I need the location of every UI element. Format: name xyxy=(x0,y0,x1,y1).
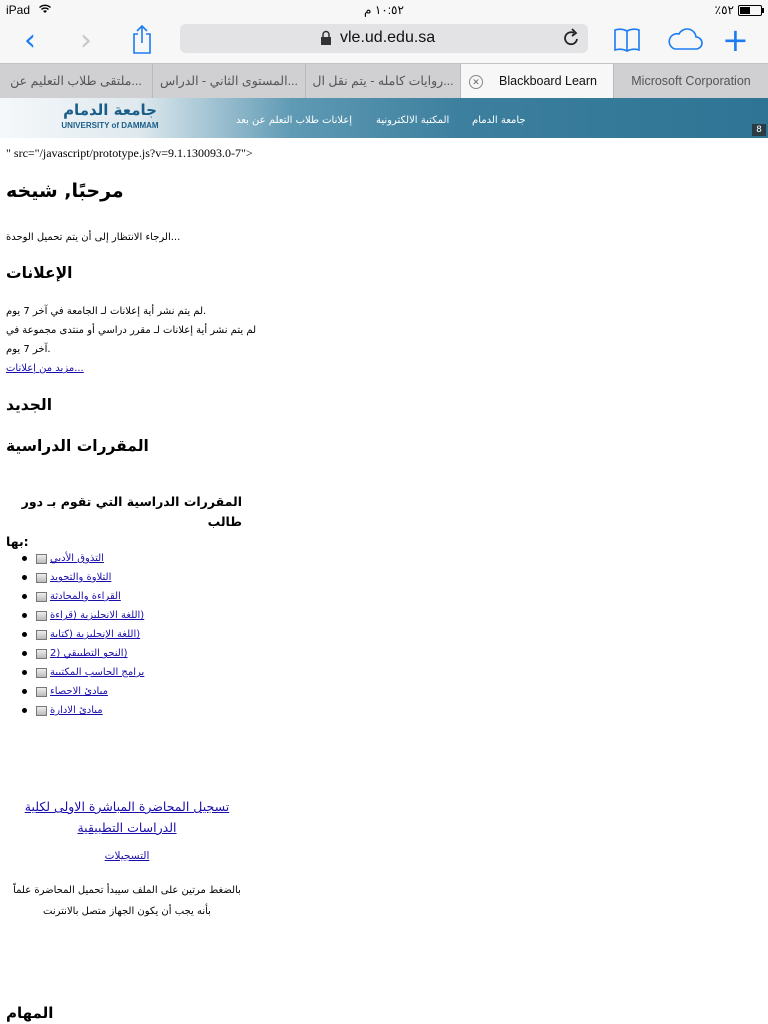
tab-label: روايات كامله - يتم نقل ال... xyxy=(312,74,454,88)
list-item xyxy=(22,682,144,701)
icloud-tabs-icon[interactable] xyxy=(666,23,704,59)
list-item xyxy=(22,606,144,625)
university-banner xyxy=(0,98,768,138)
live-lecture-link-line1: تسجيل المحاضرة المباشرة الاولى لكلية xyxy=(24,799,230,814)
list-item xyxy=(22,625,144,644)
new-heading: الجديد xyxy=(6,396,53,414)
close-tab-icon[interactable]: ✕ xyxy=(469,75,483,89)
course-icon xyxy=(36,592,47,602)
list-item xyxy=(22,587,144,606)
more-announcements-link[interactable]: ...مزيد من إعلانات xyxy=(6,363,84,374)
course-icon xyxy=(36,554,47,564)
status-time: ١٠:٥٢ م xyxy=(364,3,404,17)
tab-blackboard[interactable] xyxy=(461,64,614,99)
download-note-line1: بالضغط مرتين على الملف سيبدأ تحميل المحاضرة علماً xyxy=(13,885,241,896)
tab-forum[interactable] xyxy=(0,64,153,98)
back-chevron-icon[interactable]: ‹ xyxy=(24,23,36,58)
nav-link-university[interactable]: جامعة الدمام xyxy=(472,115,526,126)
student-courses-heading-line1: المقررات الدراسية التي تقوم بـ دور طالب xyxy=(21,494,242,529)
device-name: iPad xyxy=(6,3,31,17)
plus-icon[interactable]: + xyxy=(722,21,749,59)
course-link[interactable]: مبادئ الادارة xyxy=(50,705,103,716)
list-item xyxy=(22,549,144,568)
reload-icon[interactable] xyxy=(562,28,580,48)
course-link[interactable]: مبادئ الاحصاء xyxy=(50,686,108,697)
list-item xyxy=(22,568,144,587)
page-content xyxy=(0,140,768,1024)
lock-icon xyxy=(320,30,334,46)
course-icon xyxy=(36,706,47,716)
announcements-heading: الإعلانات xyxy=(6,264,73,282)
bullet xyxy=(22,651,27,656)
battery-icon xyxy=(738,5,762,16)
courses-heading: المقررات الدراسية xyxy=(6,437,149,455)
live-lecture-link[interactable] xyxy=(10,796,244,838)
bullet xyxy=(22,594,27,599)
tasks-heading: المهام xyxy=(6,1004,54,1022)
nav-link-announcements[interactable]: إعلانات طلاب التعلم عن بعد xyxy=(236,115,353,126)
course-icon xyxy=(36,573,47,583)
status-bar xyxy=(0,0,768,20)
course-icon xyxy=(36,611,47,621)
blackboard-icon[interactable]: 8 xyxy=(752,124,766,136)
download-note xyxy=(10,880,244,922)
tab-novels[interactable] xyxy=(306,64,461,98)
announcement-course-line1: لم يتم نشر أية إعلانات لـ مقرر دراسي أو منتدى مجموعة في xyxy=(6,325,257,336)
tab-label: Blackboard Learn xyxy=(499,74,597,88)
course-icon xyxy=(36,687,47,697)
course-list xyxy=(22,549,144,720)
address-bar[interactable] xyxy=(180,24,588,53)
course-link[interactable]: التلاوة والتجويد xyxy=(50,572,112,583)
tab-label: Microsoft Corporation xyxy=(631,74,751,88)
course-link[interactable]: القراءة والمحادثة xyxy=(50,591,121,602)
browser-toolbar xyxy=(0,20,768,63)
list-item xyxy=(22,663,144,682)
bullet xyxy=(22,689,27,694)
list-item xyxy=(22,644,144,663)
bullet xyxy=(22,575,27,580)
share-icon[interactable] xyxy=(130,23,158,59)
live-lecture-link-line2: الدراسات التطبيقية xyxy=(77,820,177,835)
student-courses-heading xyxy=(6,492,242,552)
announcement-university: .لم يتم نشر أية إعلانات لـ الجامعة في آخر 7 يوم xyxy=(6,306,207,317)
bullet xyxy=(22,708,27,713)
course-icon xyxy=(36,668,47,678)
course-link[interactable]: برامج الحاسب المكتبية xyxy=(50,667,145,678)
forward-chevron-icon[interactable]: › xyxy=(80,23,92,58)
nav-link-library[interactable]: المكتبة الالكترونية xyxy=(376,115,450,126)
tab-bar xyxy=(0,63,768,99)
university-logo[interactable]: جامعة الدمام xyxy=(63,101,157,119)
course-link[interactable]: (النحو التطبيقي (2 xyxy=(50,648,128,659)
bullet xyxy=(22,613,27,618)
course-icon xyxy=(36,630,47,640)
tab-microsoft[interactable] xyxy=(614,64,768,98)
bookmarks-icon[interactable] xyxy=(612,23,644,59)
battery-percent: ٪٥٢ xyxy=(714,3,734,17)
url-text: vle.ud.edu.sa xyxy=(340,29,436,46)
welcome-heading: مرحبًا, شيخه xyxy=(6,180,124,202)
tab-level-two[interactable] xyxy=(153,64,306,98)
script-fragment-text: " src="/javascript/prototype.js?v=9.1.130093.0-7"> xyxy=(6,146,253,160)
course-link[interactable]: (اللغة الانجليزية (قراءة xyxy=(50,610,145,621)
recordings-link[interactable]: التسجيلات xyxy=(104,850,150,862)
bullet xyxy=(22,670,27,675)
bullet xyxy=(22,632,27,637)
course-icon xyxy=(36,649,47,659)
course-link[interactable]: (اللغة الإنجليزية (كتابة xyxy=(50,629,141,640)
bullet xyxy=(22,556,27,561)
list-item xyxy=(22,701,144,720)
download-note-line2: بأنه يجب أن يكون الجهاز متصل بالانترنت xyxy=(43,906,211,917)
tab-label: ملتقى طلاب التعليم عن... xyxy=(10,74,142,88)
course-link[interactable]: التذوق الأدبي xyxy=(50,553,104,564)
loading-message: ...الرجاء الانتظار إلى أن يتم تحميل الوحدة xyxy=(6,232,181,243)
tab-label: المستوى الثاني - الدراس... xyxy=(159,74,299,88)
university-logo-english: UNIVERSITY of DAMMAM xyxy=(61,121,159,130)
announcement-course-line2: .آخر 7 يوم xyxy=(6,344,51,355)
student-courses-heading-line2: :بها xyxy=(6,534,29,549)
